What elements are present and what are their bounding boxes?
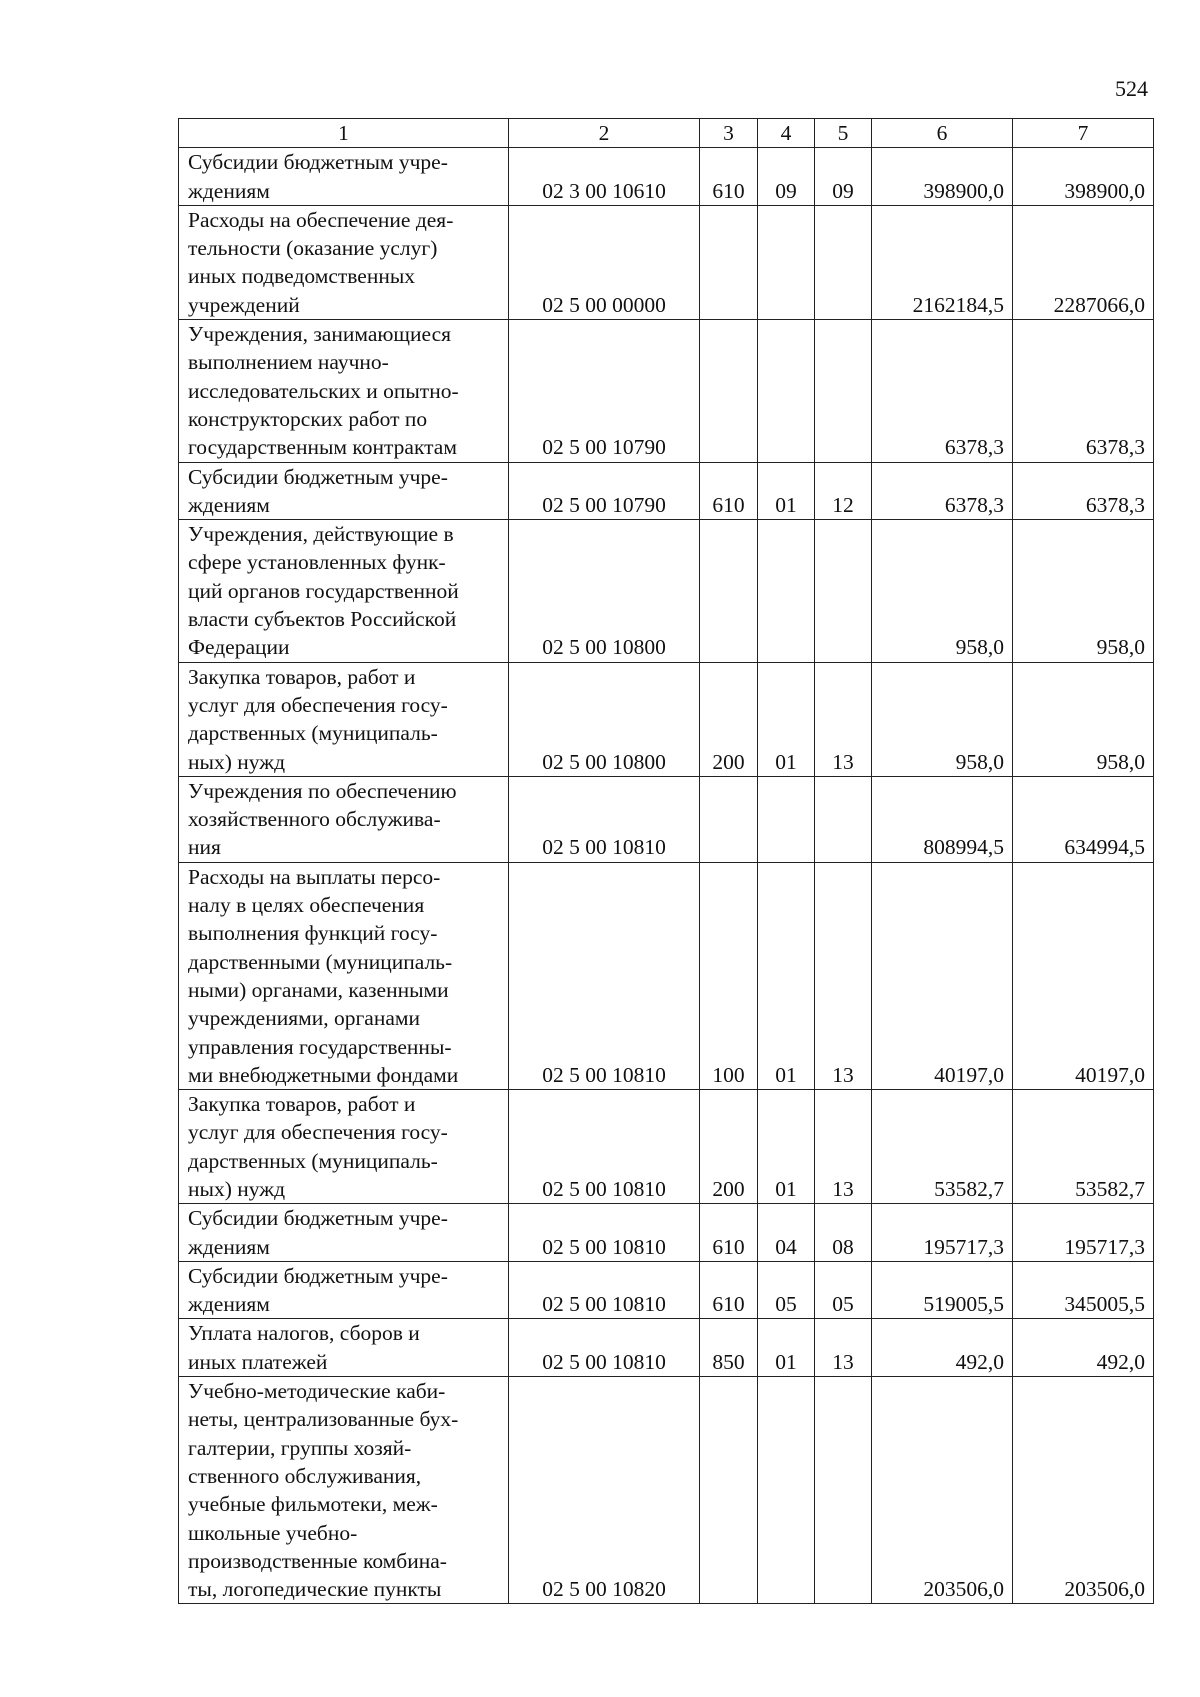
amount-year-2: 2287066,0 — [1013, 205, 1154, 319]
item-description: Расходы на обеспечение дея- тельности (оказание услуг) иных подведомственных учреждений — [179, 205, 509, 319]
item-description: Уплата налогов, сборов и иных платежей — [179, 1319, 509, 1377]
expense-type-code — [700, 320, 758, 462]
target-article-code: 02 5 00 10810 — [509, 1204, 700, 1262]
item-description: Учебно-методические каби- неты, централизованные бух- галтерии, группы хозяй- ственного обслуживания, учебные фильмотеки, меж- школьные учебно- производственные комбина- ты, логопедические пункты — [179, 1377, 509, 1604]
expense-type-code: 200 — [700, 1090, 758, 1204]
table-row — [179, 1090, 1154, 1204]
section-code: 01 — [758, 1090, 815, 1204]
item-description: Субсидии бюджетным учре- ждениям — [179, 1204, 509, 1262]
item-description: Учреждения по обеспечению хозяйственного обслужива- ния — [179, 776, 509, 862]
column-header: 7 — [1013, 119, 1154, 148]
amount-year-1: 492,0 — [872, 1319, 1013, 1377]
amount-year-1: 958,0 — [872, 520, 1013, 662]
subsection-code: 13 — [815, 662, 872, 776]
amount-year-2: 203506,0 — [1013, 1377, 1154, 1604]
amount-year-1: 2162184,5 — [872, 205, 1013, 319]
subsection-code — [815, 776, 872, 862]
amount-year-2: 634994,5 — [1013, 776, 1154, 862]
expense-type-code — [700, 1377, 758, 1604]
amount-year-1: 203506,0 — [872, 1377, 1013, 1604]
target-article-code: 02 5 00 10820 — [509, 1377, 700, 1604]
table-row — [179, 776, 1154, 862]
target-article-code: 02 5 00 10810 — [509, 1261, 700, 1319]
amount-year-2: 345005,5 — [1013, 1261, 1154, 1319]
amount-year-1: 40197,0 — [872, 862, 1013, 1089]
amount-year-1: 958,0 — [872, 662, 1013, 776]
table-row — [179, 862, 1154, 1089]
budget-table — [178, 118, 1154, 1604]
expense-type-code: 610 — [700, 462, 758, 520]
item-description: Субсидии бюджетным учре- ждениям — [179, 462, 509, 520]
expense-type-code — [700, 520, 758, 662]
section-code: 04 — [758, 1204, 815, 1262]
subsection-code: 08 — [815, 1204, 872, 1262]
item-description: Субсидии бюджетным учре- ждениям — [179, 148, 509, 206]
amount-year-1: 195717,3 — [872, 1204, 1013, 1262]
column-header: 6 — [872, 119, 1013, 148]
expense-type-code: 200 — [700, 662, 758, 776]
item-description: Учреждения, действующие в сфере установленных функ- ций органов государственной власти субъектов Российской Федерации — [179, 520, 509, 662]
table-row — [179, 662, 1154, 776]
table-row — [179, 520, 1154, 662]
item-description: Закупка товаров, работ и услуг для обеспечения госу- дарственных (муниципаль- ных) нужд — [179, 662, 509, 776]
amount-year-2: 6378,3 — [1013, 462, 1154, 520]
column-header: 3 — [700, 119, 758, 148]
expense-type-code: 610 — [700, 1204, 758, 1262]
expense-type-code: 850 — [700, 1319, 758, 1377]
amount-year-2: 6378,3 — [1013, 320, 1154, 462]
column-header: 1 — [179, 119, 509, 148]
target-article-code: 02 5 00 00000 — [509, 205, 700, 319]
amount-year-2: 958,0 — [1013, 520, 1154, 662]
table-row — [179, 1319, 1154, 1377]
target-article-code: 02 5 00 10810 — [509, 1090, 700, 1204]
expense-type-code: 610 — [700, 148, 758, 206]
amount-year-1: 6378,3 — [872, 320, 1013, 462]
expense-type-code: 100 — [700, 862, 758, 1089]
section-code: 01 — [758, 1319, 815, 1377]
subsection-code: 13 — [815, 1090, 872, 1204]
subsection-code: 09 — [815, 148, 872, 206]
table-row — [179, 148, 1154, 206]
section-code — [758, 776, 815, 862]
amount-year-2: 40197,0 — [1013, 862, 1154, 1089]
subsection-code: 05 — [815, 1261, 872, 1319]
amount-year-2: 195717,3 — [1013, 1204, 1154, 1262]
target-article-code: 02 5 00 10810 — [509, 862, 700, 1089]
amount-year-1: 53582,7 — [872, 1090, 1013, 1204]
subsection-code: 13 — [815, 862, 872, 1089]
target-article-code: 02 5 00 10800 — [509, 662, 700, 776]
target-article-code: 02 5 00 10810 — [509, 1319, 700, 1377]
section-code: 09 — [758, 148, 815, 206]
item-description: Субсидии бюджетным учре- ждениям — [179, 1261, 509, 1319]
target-article-code: 02 5 00 10800 — [509, 520, 700, 662]
table-row — [179, 1377, 1154, 1604]
amount-year-2: 398900,0 — [1013, 148, 1154, 206]
amount-year-1: 6378,3 — [872, 462, 1013, 520]
target-article-code: 02 5 00 10810 — [509, 776, 700, 862]
target-article-code: 02 5 00 10790 — [509, 320, 700, 462]
column-header: 5 — [815, 119, 872, 148]
amount-year-2: 492,0 — [1013, 1319, 1154, 1377]
section-code — [758, 205, 815, 319]
column-header: 4 — [758, 119, 815, 148]
amount-year-2: 958,0 — [1013, 662, 1154, 776]
section-code: 05 — [758, 1261, 815, 1319]
table-row — [179, 1261, 1154, 1319]
section-code — [758, 320, 815, 462]
section-code: 01 — [758, 462, 815, 520]
table-header-row — [179, 119, 1154, 148]
column-header: 2 — [509, 119, 700, 148]
subsection-code — [815, 520, 872, 662]
item-description: Расходы на выплаты персо- налу в целях обеспечения выполнения функций госу- дарственными (муниципаль- ными) органами, казенными учреждениями, органами управления государственны- ми внебюджетными фондами — [179, 862, 509, 1089]
section-code: 01 — [758, 862, 815, 1089]
amount-year-1: 398900,0 — [872, 148, 1013, 206]
subsection-code: 12 — [815, 462, 872, 520]
subsection-code: 13 — [815, 1319, 872, 1377]
target-article-code: 02 5 00 10790 — [509, 462, 700, 520]
table-row — [179, 1204, 1154, 1262]
section-code: 01 — [758, 662, 815, 776]
section-code — [758, 1377, 815, 1604]
table-row — [179, 462, 1154, 520]
amount-year-1: 808994,5 — [872, 776, 1013, 862]
page-number: 524 — [1115, 76, 1148, 101]
table-row — [179, 320, 1154, 462]
item-description: Закупка товаров, работ и услуг для обеспечения госу- дарственных (муниципаль- ных) нужд — [179, 1090, 509, 1204]
expense-type-code — [700, 776, 758, 862]
expense-type-code: 610 — [700, 1261, 758, 1319]
amount-year-1: 519005,5 — [872, 1261, 1013, 1319]
expense-type-code — [700, 205, 758, 319]
target-article-code: 02 3 00 10610 — [509, 148, 700, 206]
subsection-code — [815, 320, 872, 462]
item-description: Учреждения, занимающиеся выполнением научно- исследовательских и опытно- конструкторских работ по государственным контрактам — [179, 320, 509, 462]
subsection-code — [815, 1377, 872, 1604]
section-code — [758, 520, 815, 662]
amount-year-2: 53582,7 — [1013, 1090, 1154, 1204]
table-row — [179, 205, 1154, 319]
subsection-code — [815, 205, 872, 319]
